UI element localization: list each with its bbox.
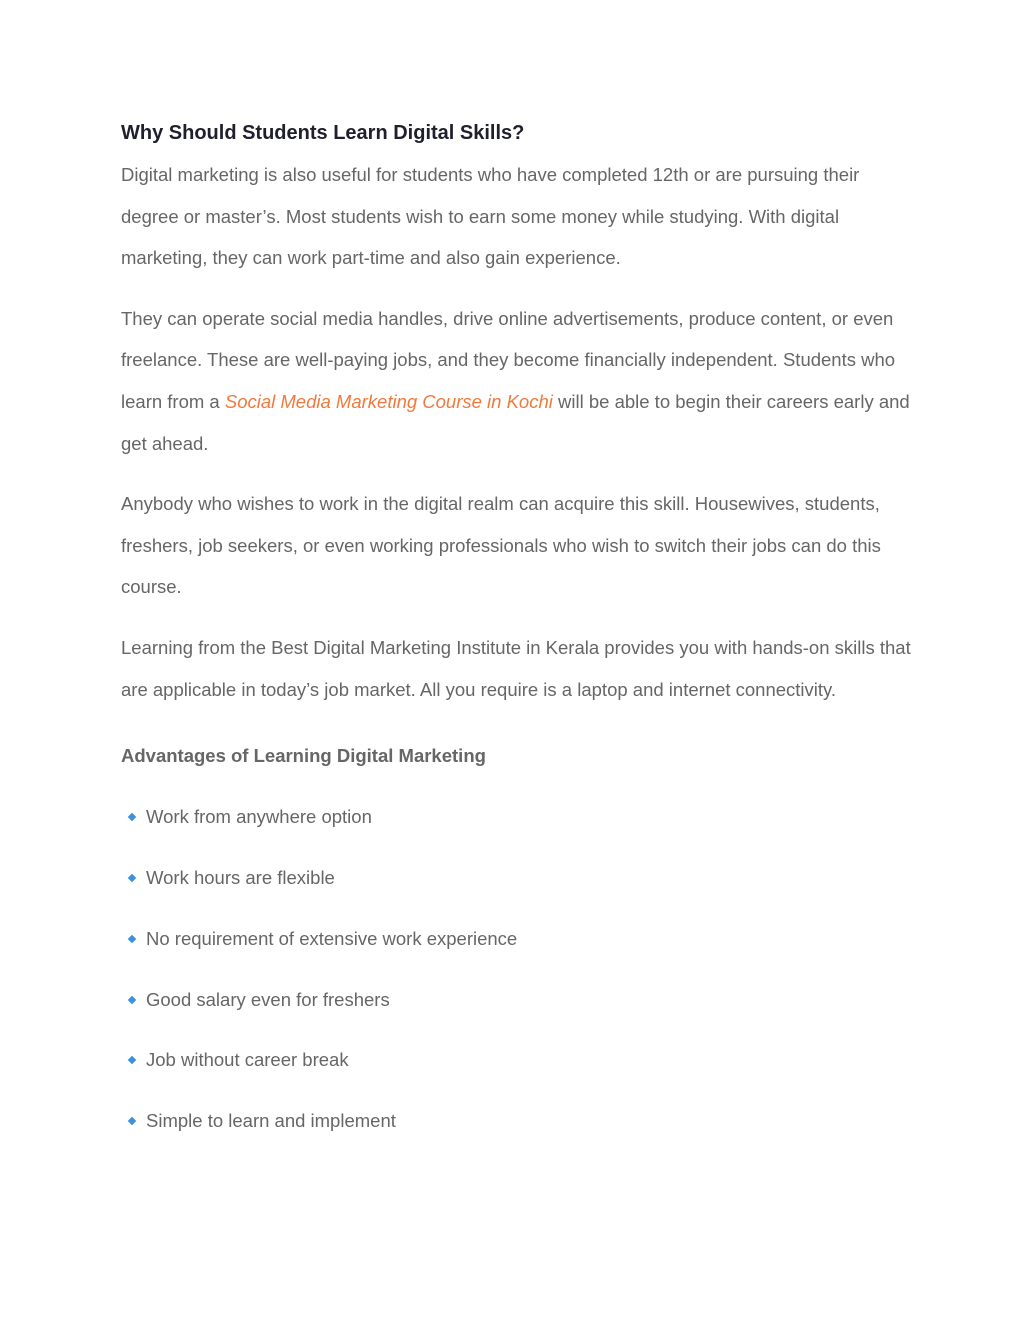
diamond-bullet-icon <box>128 874 136 882</box>
paragraph-text-after-link: will be able to begin their careers early and get ahead. <box>121 390 910 454</box>
list-item-label: Good salary even for freshers <box>146 988 390 1010</box>
diamond-bullet-icon <box>128 1117 136 1125</box>
list-item-label: Simple to learn and implement <box>146 1110 396 1132</box>
diamond-bullet-icon <box>128 813 136 821</box>
paragraph-students-usefulness: Digital marketing is also useful for students who have completed 12th or are pursuing their degree or master’s. Most students wish to earn some money while studying. With digital marketing, they can work part-time and also gain experience. <box>121 164 860 269</box>
page-title: Why Should Students Learn Digital Skills? <box>121 122 525 144</box>
list-item <box>121 804 911 830</box>
list-item <box>121 865 911 891</box>
paragraph-who-can-learn: Anybody who wishes to work in the digital realm can acquire this skill. Housewives, students, freshers, job seekers, or even working professionals who wish to switch their jobs can do this course. <box>121 493 881 598</box>
list-item-label: Work from anywhere option <box>146 806 372 828</box>
paragraph-institute: Learning from the Best Digital Marketing Institute in Kerala provides you with hands-on skills that are applicable in today’s job market. All you require is a laptop and internet connectivity. <box>121 636 911 700</box>
list-item <box>121 1047 911 1073</box>
advantages-list <box>121 804 911 1134</box>
diamond-bullet-icon <box>128 1056 136 1064</box>
paragraph-text-before-link: They can operate social media handles, drive online advertisements, produce content, or even freelance. These are well-paying jobs, and they become financially independent. Students who learn from a <box>121 307 896 412</box>
advantages-heading: Advantages of Learning Digital Marketing <box>121 745 486 767</box>
list-item-label: Work hours are flexible <box>146 866 335 888</box>
list-item <box>121 987 911 1013</box>
document-page <box>121 119 911 1169</box>
course-link[interactable]: Social Media Marketing Course in Kochi <box>224 390 553 412</box>
list-item-label: No requirement of extensive work experience <box>146 927 518 949</box>
paragraph-social-media-jobs <box>121 298 911 464</box>
diamond-bullet-icon <box>128 934 136 942</box>
list-item <box>121 1108 911 1134</box>
list-item-label: Job without career break <box>146 1049 349 1071</box>
diamond-bullet-icon <box>128 995 136 1003</box>
list-item <box>121 926 911 952</box>
